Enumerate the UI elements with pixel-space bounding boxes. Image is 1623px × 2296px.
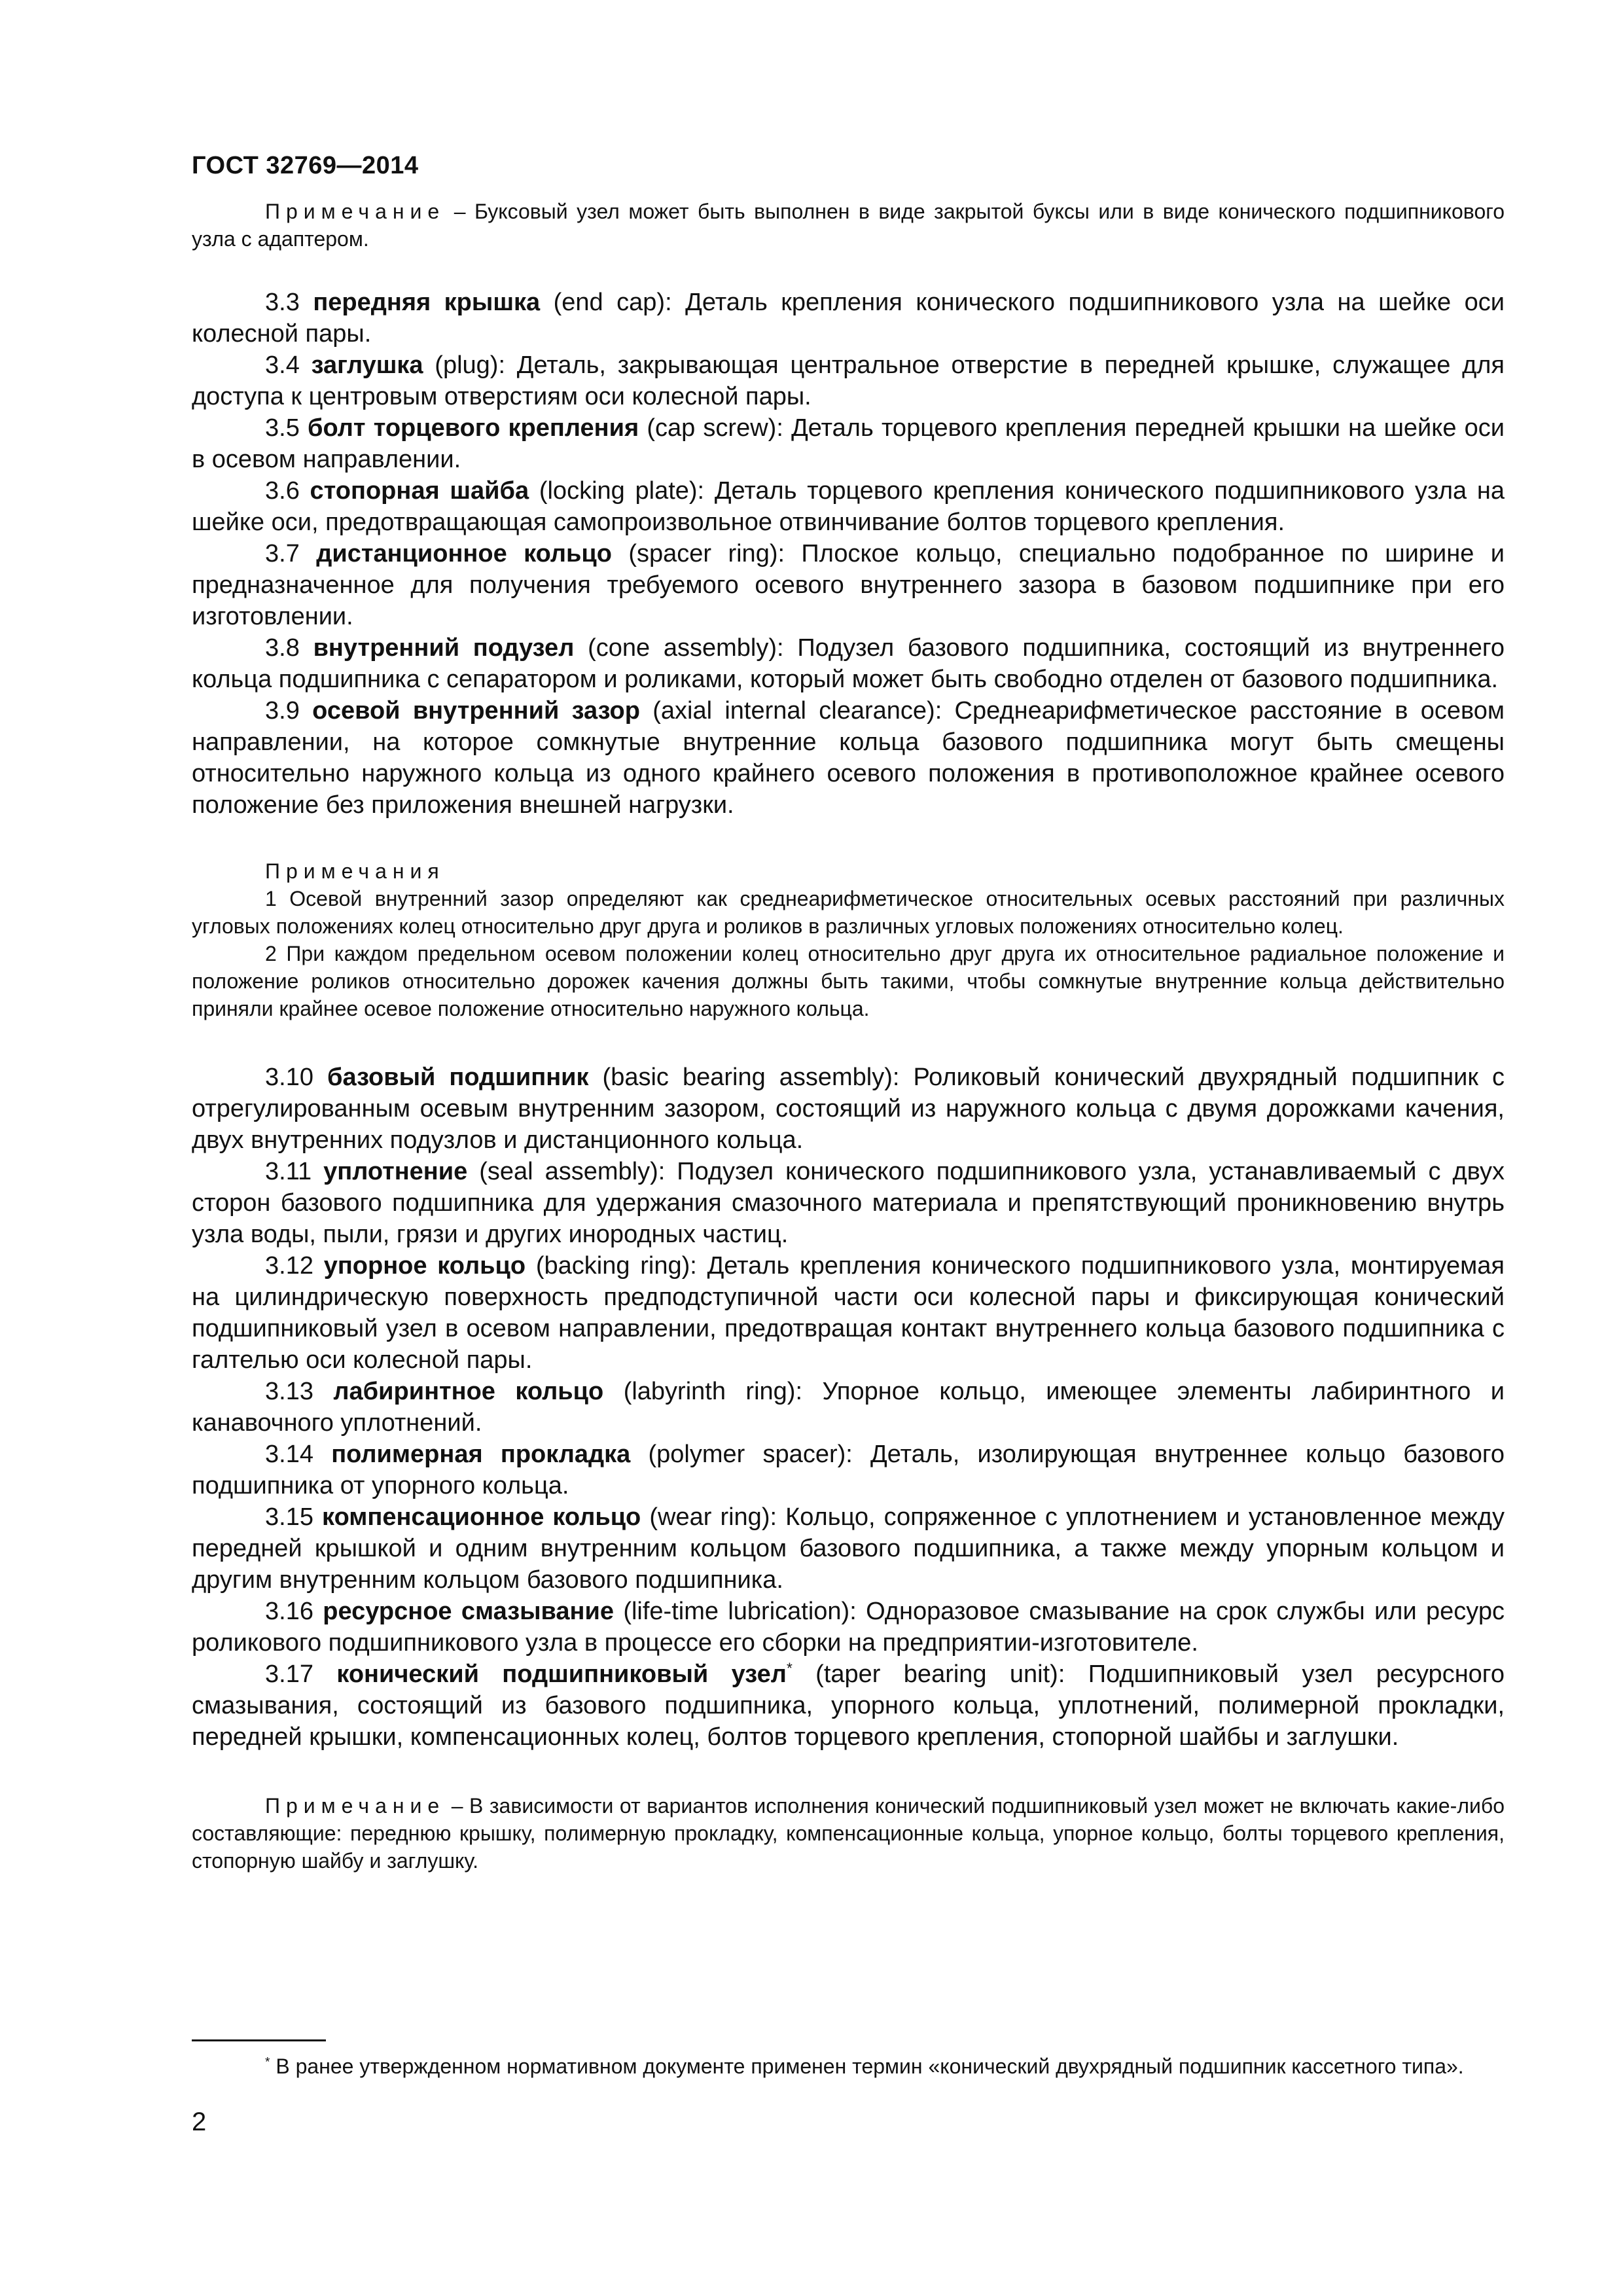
footnote xyxy=(192,2053,1505,2080)
note-text: – В зависимости от вариантов исполнения конический подшипниковый узел может не включать какие-либо составляющие: переднюю крышку, полимерную прокладку, компенсационные кольца, упорное кольцо, болты торцевого крепления, стопорную шайбу и заглушку. xyxy=(192,1794,1505,1873)
term-english: (cap screw) xyxy=(639,414,777,442)
term-name: лабиринтное кольцо xyxy=(333,1378,604,1405)
term-number: 3.11 xyxy=(265,1158,324,1185)
term-english: (basic bearing assembly) xyxy=(588,1064,893,1091)
term-english: (polymer spacer) xyxy=(630,1441,846,1468)
term-number: 3.14 xyxy=(265,1441,332,1468)
note-label: Примечание xyxy=(265,1794,446,1818)
note-item-1: 1 Осевой внутренний зазор определяют как среднеарифметическое относительных осевых расстояний при различных угловых положениях колец относительно друг друга и роликов в различных угловых положениях относительно колец. xyxy=(192,887,1505,938)
notes-title: Примечания xyxy=(265,859,445,883)
term-name: упорное кольцо xyxy=(323,1252,526,1280)
footnote-marker: * xyxy=(786,1659,793,1677)
term-english: (locking plate) xyxy=(529,477,698,505)
term-english: (seal assembly) xyxy=(467,1158,658,1185)
term-definition: : Кольцо, сопряженное с уплотнением и установленное между передней крышкой и одним внутренним кольцом базового подшипника, а также между упорным кольцом и другим внутренним кольцом базового подшипника. xyxy=(192,1503,1505,1594)
term-english: (cone assembly) xyxy=(574,634,777,662)
term-3-15 xyxy=(192,1501,1505,1596)
term-name: болт торцевого крепления xyxy=(308,414,639,442)
term-english: (axial internal clearance) xyxy=(639,697,935,725)
term-name: осевой внутренний зазор xyxy=(312,697,640,725)
note-item-2: 2 При каждом предельном осевом положении колец относительно друг друга их относительное радиальное положение и положение роликов относительно дорожек качения должны быть такими, чтобы сомкнутые внутренние кольца действительно приняли крайнее осевое положение относительно наружного кольца. xyxy=(192,942,1505,1020)
term-number: 3.9 xyxy=(265,697,313,725)
term-number: 3.12 xyxy=(265,1252,324,1280)
term-3-16 xyxy=(192,1596,1505,1659)
term-number: 3.7 xyxy=(265,540,317,567)
term-english: (spacer ring) xyxy=(611,540,778,567)
term-definition: : Плоское кольцо, специально подобранное по ширине и предназначенное для получения требуемого осевого внутреннего зазора в базовом подшипнике при его изготовлении. xyxy=(192,540,1505,630)
term-number: 3.13 xyxy=(265,1378,334,1405)
term-definition: : Подшипниковый узел ресурсного смазывания, состоящий из базового подшипника, упорного кольца, уплотнений, полимерной прокладки, передней крышки, компенсационных колец, болтов торцевого крепления, стопорной шайбы и заглушки. xyxy=(192,1660,1505,1751)
term-number: 3.15 xyxy=(265,1503,323,1531)
term-3-13 xyxy=(192,1376,1505,1439)
footnote-text: В ранее утвержденном нормативном документе применен термин «конический двухрядный подшипник кассетного типа». xyxy=(270,2054,1464,2078)
term-definition: : Роликовый конический двухрядный подшипник с отрегулированным осевым внутренним зазором, состоящий из наружного кольца с двумя дорожками качения, двух внутренних подузлов и дистанционного кольца. xyxy=(192,1064,1505,1154)
term-number: 3.5 xyxy=(265,414,308,442)
term-english: (wear ring) xyxy=(641,1503,770,1531)
term-english: (life-time lubrication) xyxy=(614,1598,850,1625)
term-number: 3.10 xyxy=(265,1064,327,1091)
term-number: 3.16 xyxy=(265,1598,323,1625)
term-name: ресурсное смазывание xyxy=(323,1598,614,1625)
term-definition: : Подузел базового подшипника, состоящий из внутреннего кольца подшипника с сепаратором и роликами, который может быть свободно отделен от базового подшипника. xyxy=(192,634,1505,693)
term-english: (labyrinth ring) xyxy=(603,1378,796,1405)
document-header: ГОСТ 32769—2014 xyxy=(192,152,419,179)
term-3-14 xyxy=(192,1439,1505,1501)
note-label: Примечание xyxy=(265,200,446,223)
term-english: (plug) xyxy=(423,351,499,379)
term-3-10 xyxy=(192,1062,1505,1156)
term-definition: : Деталь, закрывающая центральное отверстие в передней крышке, служащее для доступа к центровым отверстиям оси колесной пары. xyxy=(192,351,1505,410)
term-name: передняя крышка xyxy=(313,289,541,316)
term-english: (taper bearing unit) xyxy=(792,1660,1058,1688)
term-english: (end cap) xyxy=(540,289,666,316)
term-name: базовый подшипник xyxy=(327,1064,589,1091)
term-number: 3.4 xyxy=(265,351,312,379)
term-name: уплотнение xyxy=(323,1158,468,1185)
term-3-3 xyxy=(192,287,1505,350)
note-text: – Буксовый узел может быть выполнен в виде закрытой буксы или в виде конического подшипникового узла с адаптером. xyxy=(192,200,1505,251)
term-name: внутренний подузел xyxy=(313,634,575,662)
term-number: 3.17 xyxy=(265,1660,337,1688)
note-buxa xyxy=(192,198,1505,253)
term-definition: : Деталь крепления конического подшипникового узла, монтируемая на цилиндрическую поверхность предподступичной части оси колесной пары и фиксирующая конический подшипниковый узел в осевом направлении, предотвращая контакт внутреннего кольца базового подшипника с галтелью оси колесной пары. xyxy=(192,1252,1505,1374)
footnote-separator xyxy=(192,2039,326,2041)
term-number: 3.6 xyxy=(265,477,310,505)
term-number: 3.8 xyxy=(265,634,313,662)
footnote-marker: * xyxy=(265,2055,270,2070)
term-definition: : Среднеарифметическое расстояние в осевом направлении, на которое сомкнутые внутренние кольца базового подшипника могут быть смещены относительно наружного кольца из одного крайнего осевого положения в противоположное крайнее осевого положение без приложения внешней нагрузки. xyxy=(192,697,1505,819)
term-definition: : Подузел конического подшипникового узла, устанавливаемый с двух сторон базового подшипника для удержания смазочного материала и препятствующий проникновению внутрь узла воды, пыли, грязи и других инородных частиц. xyxy=(192,1158,1505,1248)
term-definition: : Деталь крепления конического подшипникового узла на шейке оси колесной пары. xyxy=(192,289,1505,348)
term-3-7 xyxy=(192,538,1505,632)
term-definition: : Деталь, изолирующая внутреннее кольцо базового подшипника от упорного кольца. xyxy=(192,1441,1505,1499)
term-3-6 xyxy=(192,475,1505,538)
term-name: дистанционное кольцо xyxy=(316,540,612,567)
term-definition: : Деталь торцевого крепления передней крышки на шейке оси в осевом направлении. xyxy=(192,414,1505,473)
term-name: полимерная прокладка xyxy=(331,1441,631,1468)
term-3-17 xyxy=(192,1659,1505,1753)
term-definition: : Одноразовое смазывание на срок службы или ресурс роликового подшипникового узла в процессе его сборки на предприятии-изготовителе. xyxy=(192,1598,1505,1657)
term-definition: : Деталь торцевого крепления конического подшипникового узла на шейке оси, предотвращающая самопроизвольное отвинчивание болтов торцевого крепления. xyxy=(192,477,1505,536)
term-number: 3.3 xyxy=(265,289,313,316)
term-name: стопорная шайба xyxy=(310,477,529,505)
note-variants xyxy=(192,1792,1505,1874)
page-number: 2 xyxy=(192,2108,207,2136)
term-name: компенсационное кольцо xyxy=(322,1503,641,1531)
term-english: (backing ring) xyxy=(526,1252,690,1280)
term-3-11 xyxy=(192,1156,1505,1250)
page-content xyxy=(192,198,1505,1874)
term-name: конический подшипниковый узел xyxy=(336,1660,787,1688)
term-3-5 xyxy=(192,412,1505,475)
term-3-8 xyxy=(192,632,1505,695)
term-3-4 xyxy=(192,350,1505,412)
term-definition: : Упорное кольцо, имеющее элементы лабиринтного и канавочного уплотнений. xyxy=(192,1378,1505,1437)
term-3-12 xyxy=(192,1250,1505,1376)
term-name: заглушка xyxy=(311,351,423,379)
term-3-9 xyxy=(192,695,1505,821)
